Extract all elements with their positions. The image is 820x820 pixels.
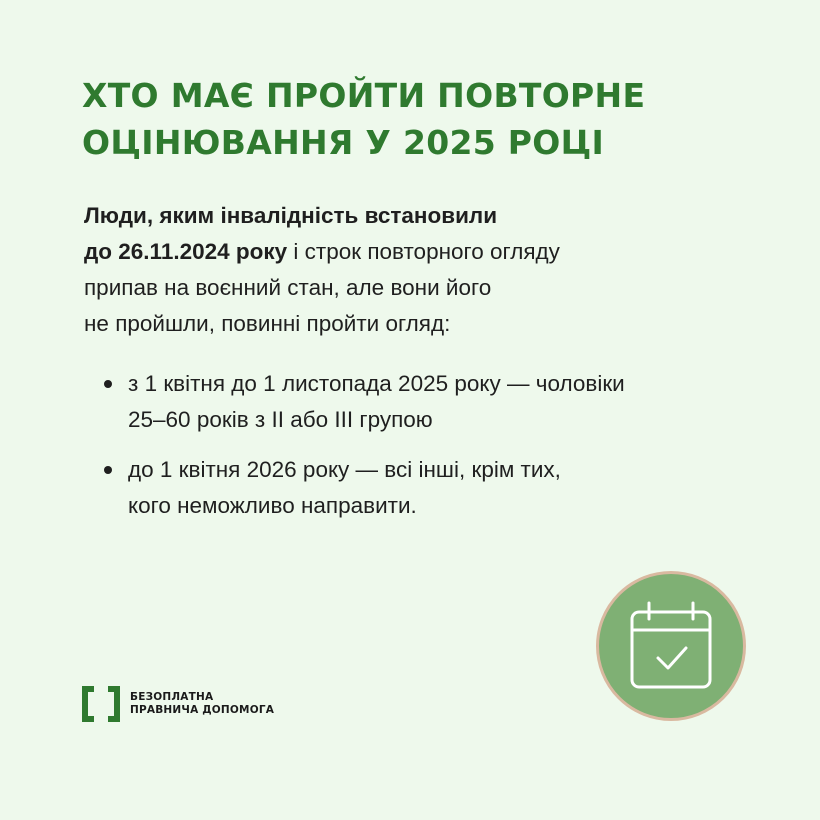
logo-line-1: БЕЗОПЛАТНА [130,691,214,703]
lead-line-2 [84,234,744,270]
bullet-1-line-1: з 1 квітня до 1 листопада 2025 року — чоловіки [128,371,625,396]
bullet-dot-icon [104,466,112,474]
bullet-2-line-2: кого неможливо направити. [128,493,417,518]
title-line-2: ОЦІНЮВАННЯ У 2025 РОЦІ [82,123,605,162]
lead-line-2-rest: і строк повторного огляду [287,239,560,264]
list-item [100,452,780,524]
organization-logo [82,686,274,722]
title-line-1: ХТО МАЄ ПРОЙТИ ПОВТОРНЕ [82,76,646,115]
lead-bold-2: до 26.11.2024 року [84,239,288,264]
bullet-list [100,366,780,538]
list-item [100,366,780,438]
lead-line-1 [84,198,744,234]
logo-line-2: ПРАВНИЧА ДОПОМОГА [130,704,275,716]
lead-bold-1: Люди, яким інвалідність встановили [84,203,498,228]
lead-line-3: припав на воєнний стан, але вони його [84,275,492,300]
lead-paragraph [84,198,744,342]
bullet-dot-icon [104,380,112,388]
lead-line-4: не пройшли, повинні пройти огляд: [84,311,451,336]
logo-text [130,691,274,717]
page-title [82,72,722,166]
bullet-2-line-1: до 1 квітня 2026 року — всі інші, крім тих, [128,457,561,482]
brackets-logo-icon [82,686,120,722]
calendar-check-icon [627,600,715,692]
bullet-1-line-2: 25–60 років з ІІ або ІІІ групою [128,407,433,432]
calendar-badge [596,571,746,721]
